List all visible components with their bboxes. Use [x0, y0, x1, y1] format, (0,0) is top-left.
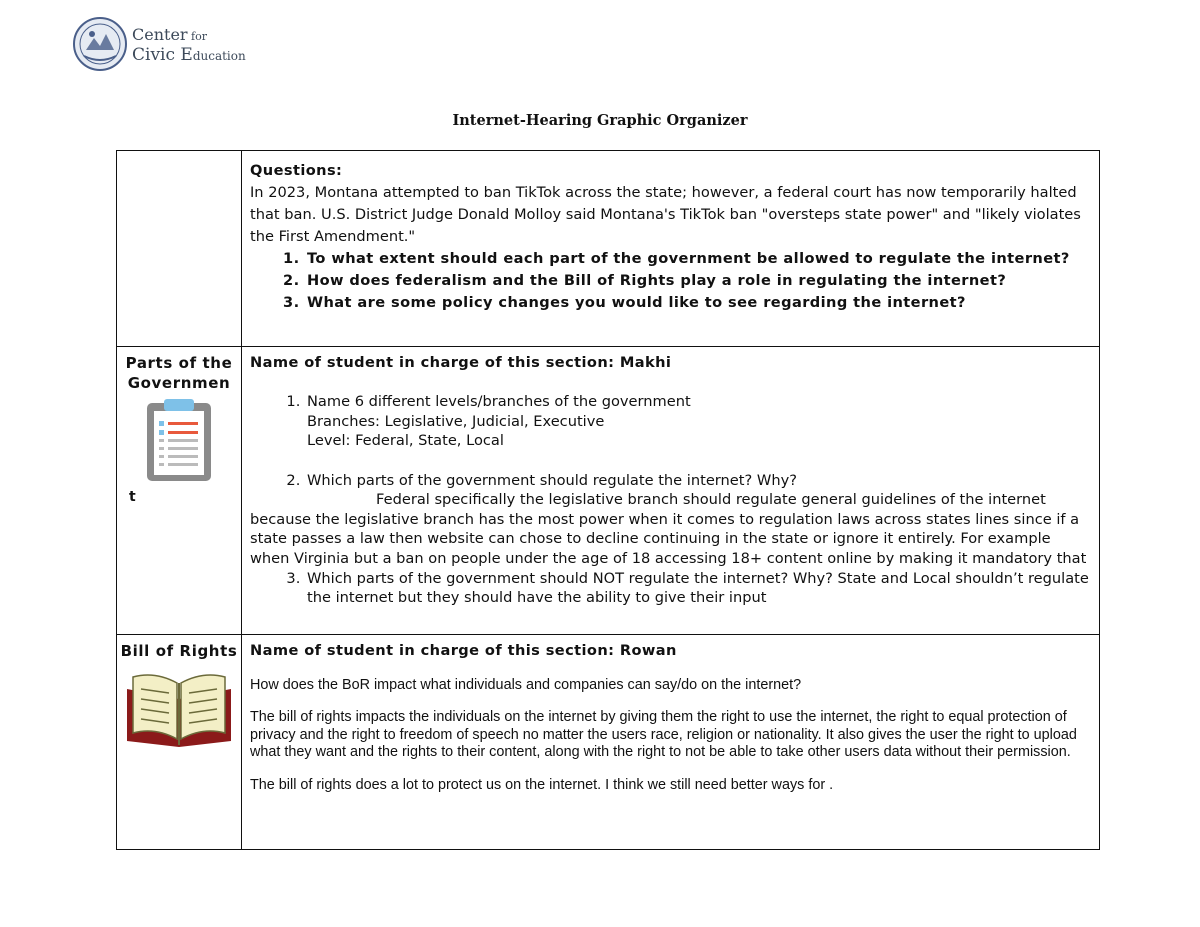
questions-row: [117, 151, 1100, 347]
parts-content-cell: [242, 347, 1100, 635]
question-item: 2. How does federalism and the Bill of Rights play a role in regulating the internet?: [305, 270, 1091, 292]
parts-question-2: 2. Which parts of the government should regulate the internet? Why?: [305, 471, 1091, 491]
graphic-organizer-table: [116, 150, 1100, 850]
parts-of-government-row: [117, 347, 1100, 635]
bor-label: Bill of Rights: [120, 642, 238, 660]
parts-question-1: [305, 392, 1091, 451]
parts-questions-list-3: [250, 569, 1091, 608]
logo: [72, 16, 262, 76]
parts-questions-list-2: [250, 471, 1091, 491]
parts-student-line: Name of student in charge of this section: Makhi: [250, 354, 672, 371]
parts-q1-levels: Level: Federal, State, Local: [307, 432, 504, 450]
bor-paragraph-1: The bill of rights impacts the individuals on the internet by giving them the right to use the internet, the right to equal protection of privacy and the right to freedom of speech no matter the users race, religion or nationality. It also gives the user the right to upload what they want and the rights to their content, along with the right to not be able to take other users data without their permission.: [250, 709, 1077, 761]
parts-question-3: 3. Which parts of the government should NOT regulate the internet? Why? State and Local shouldn’t regulate the internet but they should have the ability to give their input: [305, 569, 1091, 608]
logo-text-civic: Civic E: [132, 45, 193, 65]
parts-label: Parts of the Governmen: [125, 354, 233, 392]
questions-heading: Questions:: [250, 162, 343, 179]
logo-text-center: Center: [132, 25, 188, 44]
questions-intro: In 2023, Montana attempted to ban TikTok across the state; however, a federal court has now temporarily halted that ban. U.S. District Judge Donald Molloy said Montana's TikTok ban "oversteps state power" and "likely violates the First Amendment.": [250, 184, 1081, 245]
bill-of-rights-row: [117, 635, 1100, 850]
clipboard-icon: [144, 397, 214, 483]
bor-question: How does the BoR impact what individuals and companies can say/do on the internet?: [250, 676, 802, 693]
questions-list: [250, 248, 1091, 314]
parts-q1-text: Name 6 different levels/branches of the government: [307, 393, 691, 411]
bor-paragraph-2: The bill of rights does a lot to protect us on the internet. I think we still need better ways for .: [250, 776, 834, 793]
questions-label-cell: [117, 151, 242, 347]
seal-emblem-icon: [72, 16, 128, 72]
bor-label-cell: [117, 635, 242, 850]
question-item: 3. What are some policy changes you would like to see regarding the internet?: [305, 292, 1091, 314]
logo-text-education: ducation: [192, 49, 246, 63]
logo-text-for: for: [187, 30, 208, 43]
parts-questions-list: [250, 392, 1091, 451]
questions-content-cell: [242, 151, 1100, 347]
bor-student-line: Name of student in charge of this section: Rowan: [250, 642, 677, 659]
open-book-icon: [125, 669, 233, 747]
question-item: 1. To what extent should each part of the government be allowed to regulate the internet?: [305, 248, 1091, 270]
parts-label-tail: t: [129, 489, 137, 505]
bor-content-cell: [242, 635, 1100, 850]
page-title: Internet-Hearing Graphic Organizer: [452, 112, 748, 129]
parts-label-cell: [117, 347, 242, 635]
parts-q1-branches: Branches: Legislative, Judicial, Executive: [307, 412, 605, 430]
parts-q2-answer: Federal specifically the legislative branch should regulate general guidelines of the internet because the legislative branch has the most power when it comes to regulation laws across states lines since if a state passes a law then website can chose to decline continuing in the state or ignore it entirely. For example when Virginia but a ban on people under the age of 18 accessing 18+ content online by making it mandatory that: [250, 491, 1087, 567]
